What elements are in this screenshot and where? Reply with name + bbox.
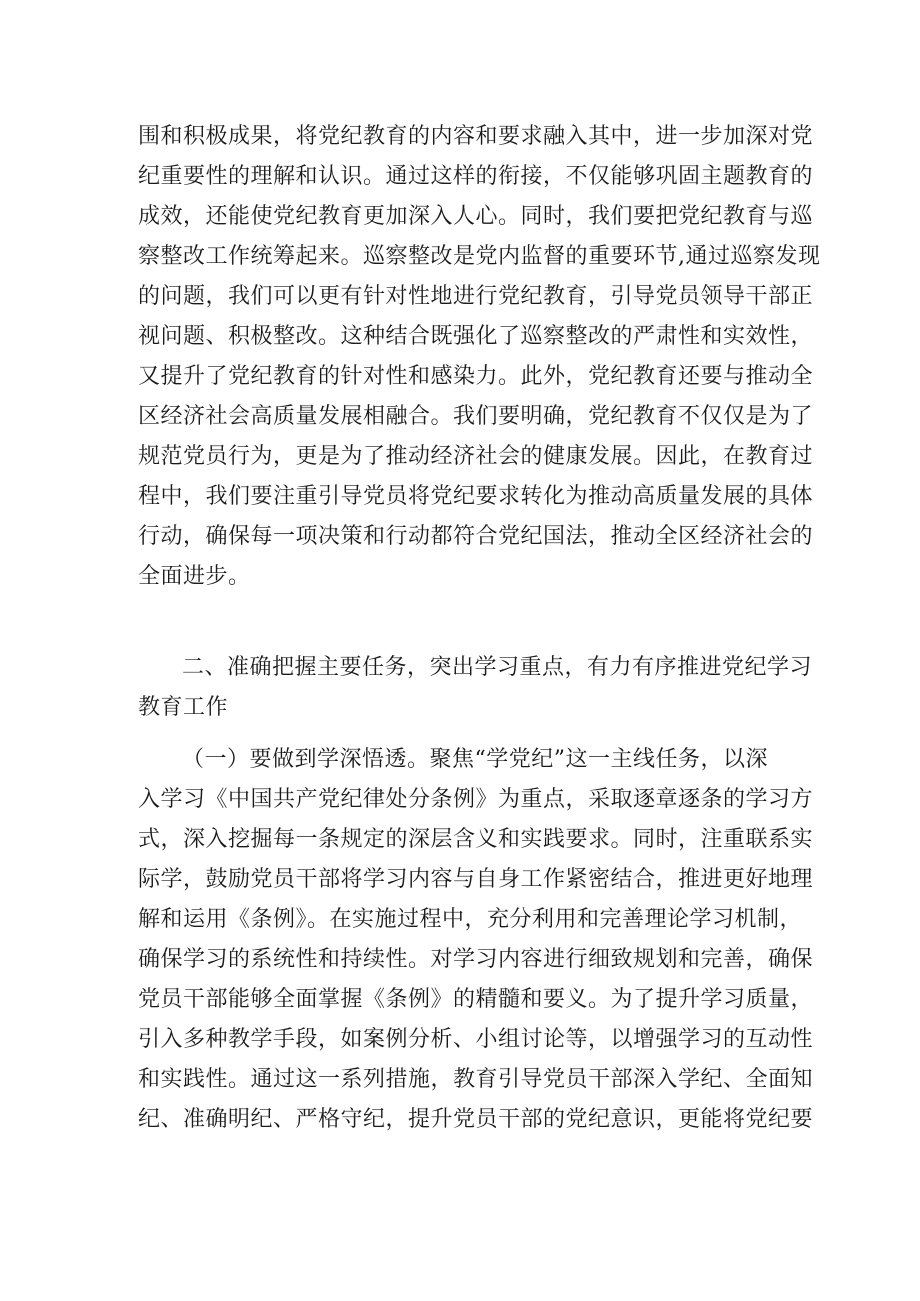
text-line: 规范党员行为，更是为了推动经济社会的健康发展。因此，在教育过 [138,444,814,469]
text-line: 入学习《中国共产党纪律处分条例》为重点，采取逐章逐条的学习方 [138,787,814,812]
heading-line: 教育工作 [138,695,229,720]
text-line: 纪重要性的理解和认识。通过这样的衔接，不仅能够巩固主题教育的 [138,164,814,189]
text-line: 行动，确保每一项决策和行动都符合党纪国法，推动全区经济社会的 [138,524,814,549]
text-line: 察整改工作统筹起来。巡察整改是党内监督的重要环节,通过巡察发现 [138,244,821,269]
text-line: 党员干部能够全面掌握《条例》的精髓和要义。为了提升学习质量， [138,987,814,1012]
text-line: 围和积极成果，将党纪教育的内容和要求融入其中，进一步加深对党 [138,124,814,149]
heading-line: 二、准确把握主要任务，突出学习重点，有力有序推进党纪学习 [182,655,813,680]
text-line: 式，深入挖掘每一条规定的深层含义和实践要求。同时，注重联系实 [138,827,814,852]
text-line: 纪、准确明纪、严格守纪，提升党员干部的党纪意识，更能将党纪要 [138,1107,814,1132]
text-line: 程中，我们要注重引导党员将党纪要求转化为推动高质量发展的具体 [138,484,814,509]
text-line: 确保学习的系统性和持续性。对学习内容进行细致规划和完善，确保 [138,947,814,972]
paragraph-continuation [138,117,821,597]
text-line: 解和运用《条例》。在实施过程中，充分利用和完善理论学习机制， [138,907,803,932]
section-heading [138,648,813,728]
text-line: 和实践性。通过这一系列措施，教育引导党员干部深入学纪、全面知 [138,1067,814,1092]
text-line: 引入多种教学手段，如案例分析、小组讨论等，以增强学习的互动性 [138,1027,814,1052]
paragraph-subsection-1 [138,740,814,1140]
text-line: 际学，鼓励党员干部将学习内容与自身工作紧密结合，推进更好地理 [138,867,814,892]
text-line: 区经济社会高质量发展相融合。我们要明确，党纪教育不仅仅是为了 [138,404,814,429]
text-line: （一）要做到学深悟透。聚焦“学党纪”这一主线任务，以深 [182,747,768,772]
text-line: 成效，还能使党纪教育更加深入人心。同时，我们要把党纪教育与巡 [138,204,814,229]
text-line: 又提升了党纪教育的针对性和感染力。此外，党纪教育还要与推动全 [138,364,814,389]
text-line: 的问题，我们可以更有针对性地进行党纪教育，引导党员领导干部正 [138,284,814,309]
text-line: 视问题、积极整改。这种结合既强化了巡察整改的严肃性和实效性， [138,324,814,349]
text-line: 全面进步。 [138,564,251,589]
